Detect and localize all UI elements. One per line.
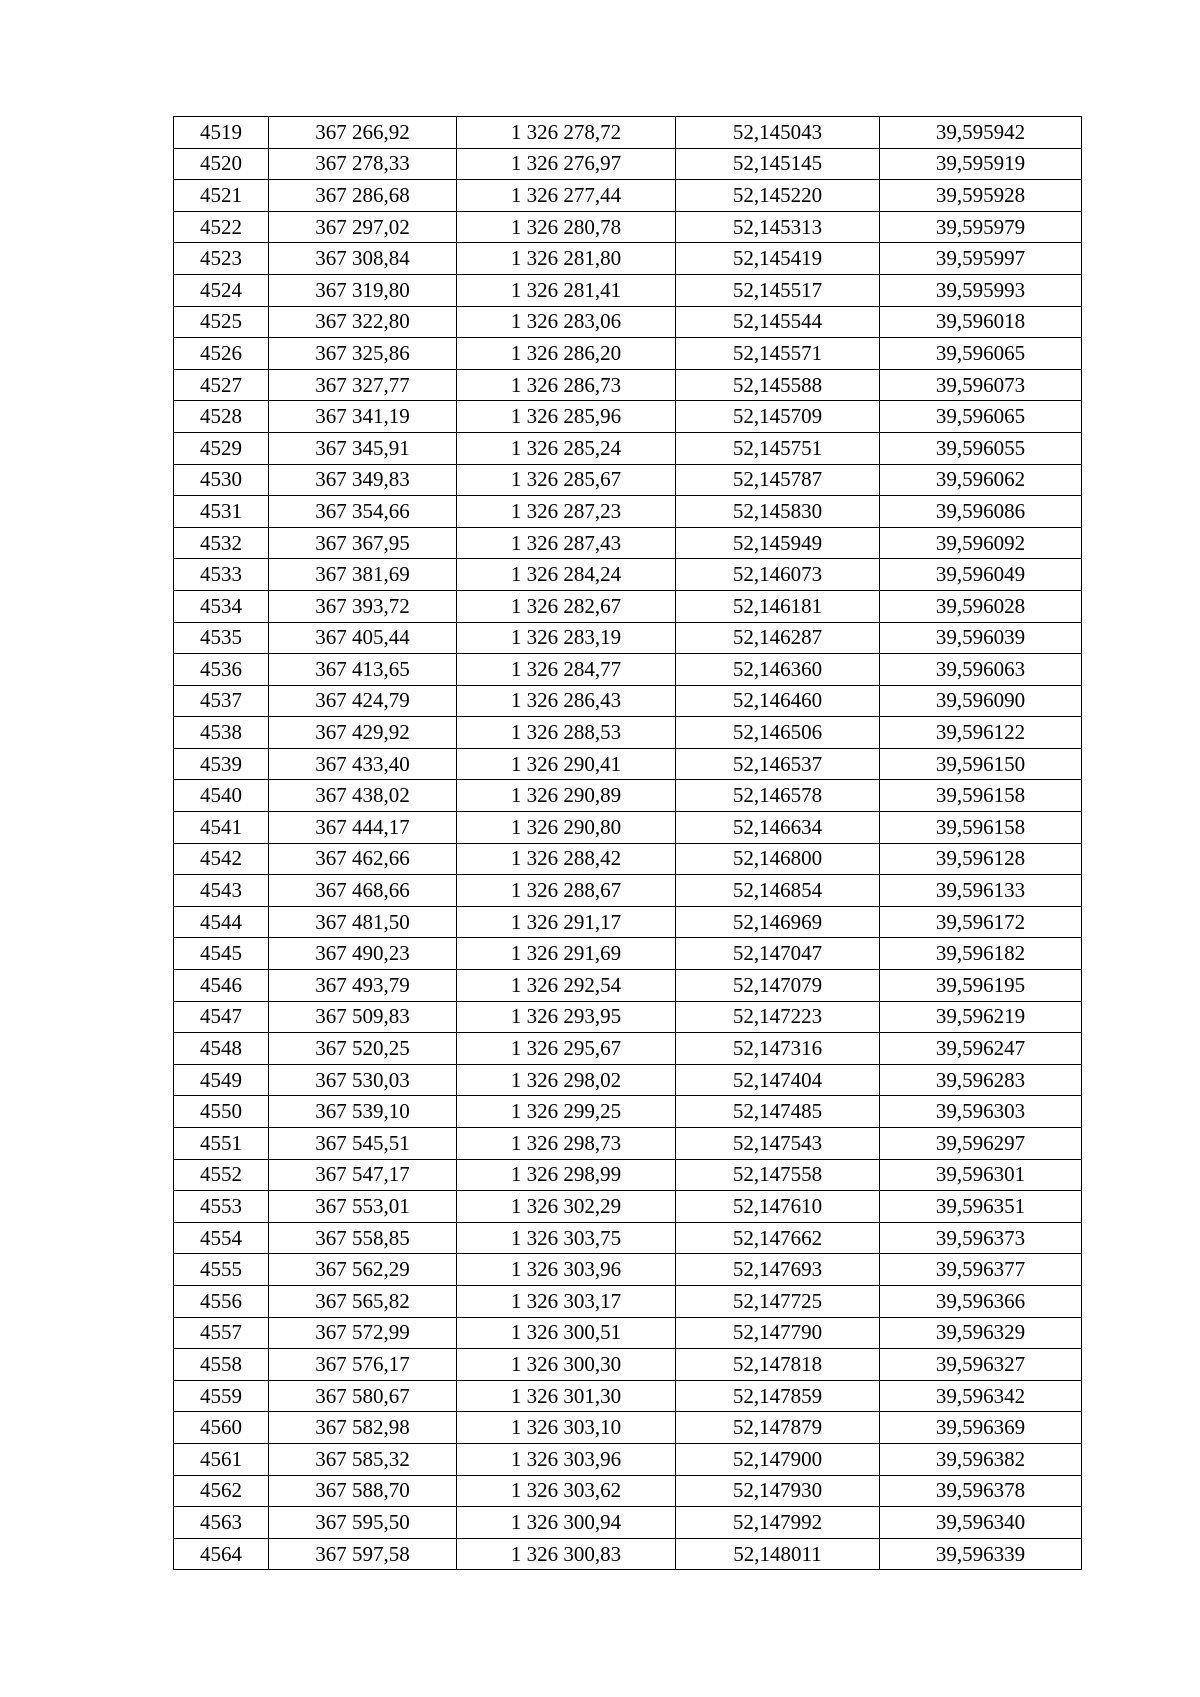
table-row	[174, 1443, 1082, 1475]
point-number-cell: 4541	[174, 812, 269, 844]
latitude-cell: 52,147725	[676, 1285, 880, 1317]
table-row	[174, 1222, 1082, 1254]
x-coordinate-cell: 367 413,65	[269, 654, 457, 686]
x-coordinate-cell: 367 393,72	[269, 590, 457, 622]
table-row	[174, 117, 1082, 149]
point-number-cell: 4526	[174, 338, 269, 370]
y-coordinate-cell: 1 326 303,75	[457, 1222, 676, 1254]
point-number-cell: 4556	[174, 1285, 269, 1317]
point-number-cell: 4559	[174, 1380, 269, 1412]
longitude-cell: 39,596049	[880, 559, 1082, 591]
x-coordinate-cell: 367 553,01	[269, 1191, 457, 1223]
x-coordinate-cell: 367 354,66	[269, 496, 457, 528]
latitude-cell: 52,147879	[676, 1412, 880, 1444]
point-number-cell: 4539	[174, 748, 269, 780]
latitude-cell: 52,146287	[676, 622, 880, 654]
longitude-cell: 39,596301	[880, 1159, 1082, 1191]
table-row	[174, 843, 1082, 875]
y-coordinate-cell: 1 326 300,51	[457, 1317, 676, 1349]
latitude-cell: 52,147316	[676, 1033, 880, 1065]
point-number-cell: 4549	[174, 1064, 269, 1096]
x-coordinate-cell: 367 444,17	[269, 812, 457, 844]
y-coordinate-cell: 1 326 288,53	[457, 717, 676, 749]
table-row	[174, 211, 1082, 243]
point-number-cell: 4557	[174, 1317, 269, 1349]
y-coordinate-cell: 1 326 284,77	[457, 654, 676, 686]
y-coordinate-cell: 1 326 281,80	[457, 243, 676, 275]
y-coordinate-cell: 1 326 303,96	[457, 1254, 676, 1286]
y-coordinate-cell: 1 326 300,83	[457, 1538, 676, 1570]
x-coordinate-cell: 367 433,40	[269, 748, 457, 780]
x-coordinate-cell: 367 325,86	[269, 338, 457, 370]
table-row	[174, 1001, 1082, 1033]
latitude-cell: 52,145751	[676, 432, 880, 464]
x-coordinate-cell: 367 481,50	[269, 906, 457, 938]
x-coordinate-cell: 367 345,91	[269, 432, 457, 464]
table-row	[174, 559, 1082, 591]
x-coordinate-cell: 367 595,50	[269, 1507, 457, 1539]
longitude-cell: 39,595928	[880, 180, 1082, 212]
table-row	[174, 1254, 1082, 1286]
point-number-cell: 4545	[174, 938, 269, 970]
point-number-cell: 4520	[174, 148, 269, 180]
y-coordinate-cell: 1 326 285,67	[457, 464, 676, 496]
table-row	[174, 938, 1082, 970]
y-coordinate-cell: 1 326 288,42	[457, 843, 676, 875]
longitude-cell: 39,596028	[880, 590, 1082, 622]
y-coordinate-cell: 1 326 292,54	[457, 970, 676, 1002]
longitude-cell: 39,596065	[880, 401, 1082, 433]
latitude-cell: 52,145588	[676, 369, 880, 401]
point-number-cell: 4544	[174, 906, 269, 938]
table-row	[174, 1033, 1082, 1065]
x-coordinate-cell: 367 319,80	[269, 274, 457, 306]
x-coordinate-cell: 367 576,17	[269, 1349, 457, 1381]
longitude-cell: 39,595942	[880, 117, 1082, 149]
table-row	[174, 875, 1082, 907]
longitude-cell: 39,596158	[880, 812, 1082, 844]
x-coordinate-cell: 367 349,83	[269, 464, 457, 496]
table-row	[174, 1096, 1082, 1128]
point-number-cell: 4522	[174, 211, 269, 243]
y-coordinate-cell: 1 326 284,24	[457, 559, 676, 591]
y-coordinate-cell: 1 326 295,67	[457, 1033, 676, 1065]
latitude-cell: 52,146073	[676, 559, 880, 591]
latitude-cell: 52,146854	[676, 875, 880, 907]
longitude-cell: 39,596055	[880, 432, 1082, 464]
longitude-cell: 39,596195	[880, 970, 1082, 1002]
latitude-cell: 52,148011	[676, 1538, 880, 1570]
latitude-cell: 52,146969	[676, 906, 880, 938]
table-row	[174, 622, 1082, 654]
latitude-cell: 52,147223	[676, 1001, 880, 1033]
table-row	[174, 654, 1082, 686]
y-coordinate-cell: 1 326 298,99	[457, 1159, 676, 1191]
latitude-cell: 52,147992	[676, 1507, 880, 1539]
point-number-cell: 4543	[174, 875, 269, 907]
y-coordinate-cell: 1 326 303,17	[457, 1285, 676, 1317]
longitude-cell: 39,596366	[880, 1285, 1082, 1317]
table-row	[174, 906, 1082, 938]
y-coordinate-cell: 1 326 281,41	[457, 274, 676, 306]
table-row	[174, 369, 1082, 401]
longitude-cell: 39,596063	[880, 654, 1082, 686]
longitude-cell: 39,596018	[880, 306, 1082, 338]
latitude-cell: 52,147610	[676, 1191, 880, 1223]
table-row	[174, 1285, 1082, 1317]
y-coordinate-cell: 1 326 299,25	[457, 1096, 676, 1128]
latitude-cell: 52,145709	[676, 401, 880, 433]
point-number-cell: 4551	[174, 1128, 269, 1160]
latitude-cell: 52,145571	[676, 338, 880, 370]
table-row	[174, 970, 1082, 1002]
x-coordinate-cell: 367 286,68	[269, 180, 457, 212]
point-number-cell: 4550	[174, 1096, 269, 1128]
point-number-cell: 4553	[174, 1191, 269, 1223]
latitude-cell: 52,147485	[676, 1096, 880, 1128]
point-number-cell: 4529	[174, 432, 269, 464]
y-coordinate-cell: 1 326 290,80	[457, 812, 676, 844]
table-row	[174, 527, 1082, 559]
longitude-cell: 39,596342	[880, 1380, 1082, 1412]
y-coordinate-cell: 1 326 283,06	[457, 306, 676, 338]
point-number-cell: 4519	[174, 117, 269, 149]
x-coordinate-cell: 367 429,92	[269, 717, 457, 749]
table-row	[174, 1159, 1082, 1191]
longitude-cell: 39,596090	[880, 685, 1082, 717]
latitude-cell: 52,145313	[676, 211, 880, 243]
y-coordinate-cell: 1 326 286,20	[457, 338, 676, 370]
table-row	[174, 1507, 1082, 1539]
x-coordinate-cell: 367 462,66	[269, 843, 457, 875]
longitude-cell: 39,596073	[880, 369, 1082, 401]
point-number-cell: 4547	[174, 1001, 269, 1033]
latitude-cell: 52,146800	[676, 843, 880, 875]
table-row	[174, 1412, 1082, 1444]
point-number-cell: 4555	[174, 1254, 269, 1286]
point-number-cell: 4531	[174, 496, 269, 528]
longitude-cell: 39,595993	[880, 274, 1082, 306]
x-coordinate-cell: 367 322,80	[269, 306, 457, 338]
x-coordinate-cell: 367 341,19	[269, 401, 457, 433]
latitude-cell: 52,146634	[676, 812, 880, 844]
point-number-cell: 4554	[174, 1222, 269, 1254]
x-coordinate-cell: 367 297,02	[269, 211, 457, 243]
point-number-cell: 4537	[174, 685, 269, 717]
latitude-cell: 52,147900	[676, 1443, 880, 1475]
latitude-cell: 52,147404	[676, 1064, 880, 1096]
longitude-cell: 39,596133	[880, 875, 1082, 907]
table-row	[174, 243, 1082, 275]
longitude-cell: 39,595979	[880, 211, 1082, 243]
point-number-cell: 4523	[174, 243, 269, 275]
y-coordinate-cell: 1 326 301,30	[457, 1380, 676, 1412]
longitude-cell: 39,596351	[880, 1191, 1082, 1223]
point-number-cell: 4562	[174, 1475, 269, 1507]
y-coordinate-cell: 1 326 285,24	[457, 432, 676, 464]
longitude-cell: 39,596219	[880, 1001, 1082, 1033]
y-coordinate-cell: 1 326 291,69	[457, 938, 676, 970]
table-row	[174, 1349, 1082, 1381]
x-coordinate-cell: 367 545,51	[269, 1128, 457, 1160]
latitude-cell: 52,147930	[676, 1475, 880, 1507]
x-coordinate-cell: 367 558,85	[269, 1222, 457, 1254]
latitude-cell: 52,147790	[676, 1317, 880, 1349]
x-coordinate-cell: 367 582,98	[269, 1412, 457, 1444]
x-coordinate-cell: 367 547,17	[269, 1159, 457, 1191]
x-coordinate-cell: 367 588,70	[269, 1475, 457, 1507]
longitude-cell: 39,596086	[880, 496, 1082, 528]
latitude-cell: 52,147662	[676, 1222, 880, 1254]
point-number-cell: 4558	[174, 1349, 269, 1381]
latitude-cell: 52,147558	[676, 1159, 880, 1191]
x-coordinate-cell: 367 490,23	[269, 938, 457, 970]
point-number-cell: 4564	[174, 1538, 269, 1570]
point-number-cell: 4524	[174, 274, 269, 306]
table-row	[174, 1538, 1082, 1570]
latitude-cell: 52,145043	[676, 117, 880, 149]
x-coordinate-cell: 367 266,92	[269, 117, 457, 149]
point-number-cell: 4548	[174, 1033, 269, 1065]
point-number-cell: 4540	[174, 780, 269, 812]
table-row	[174, 148, 1082, 180]
point-number-cell: 4532	[174, 527, 269, 559]
longitude-cell: 39,596092	[880, 527, 1082, 559]
point-number-cell: 4542	[174, 843, 269, 875]
y-coordinate-cell: 1 326 291,17	[457, 906, 676, 938]
y-coordinate-cell: 1 326 277,44	[457, 180, 676, 212]
point-number-cell: 4552	[174, 1159, 269, 1191]
longitude-cell: 39,595997	[880, 243, 1082, 275]
latitude-cell: 52,147693	[676, 1254, 880, 1286]
point-number-cell: 4528	[174, 401, 269, 433]
y-coordinate-cell: 1 326 293,95	[457, 1001, 676, 1033]
point-number-cell: 4521	[174, 180, 269, 212]
latitude-cell: 52,145544	[676, 306, 880, 338]
table-row	[174, 432, 1082, 464]
point-number-cell: 4525	[174, 306, 269, 338]
table-row	[174, 685, 1082, 717]
longitude-cell: 39,596373	[880, 1222, 1082, 1254]
table-row	[174, 780, 1082, 812]
x-coordinate-cell: 367 468,66	[269, 875, 457, 907]
latitude-cell: 52,146578	[676, 780, 880, 812]
point-number-cell: 4536	[174, 654, 269, 686]
longitude-cell: 39,596062	[880, 464, 1082, 496]
longitude-cell: 39,596172	[880, 906, 1082, 938]
point-number-cell: 4563	[174, 1507, 269, 1539]
table-row	[174, 748, 1082, 780]
y-coordinate-cell: 1 326 286,43	[457, 685, 676, 717]
latitude-cell: 52,145220	[676, 180, 880, 212]
point-number-cell: 4546	[174, 970, 269, 1002]
y-coordinate-cell: 1 326 300,94	[457, 1507, 676, 1539]
latitude-cell: 52,145419	[676, 243, 880, 275]
longitude-cell: 39,596369	[880, 1412, 1082, 1444]
point-number-cell: 4561	[174, 1443, 269, 1475]
y-coordinate-cell: 1 326 276,97	[457, 148, 676, 180]
x-coordinate-cell: 367 597,58	[269, 1538, 457, 1570]
table-row	[174, 1475, 1082, 1507]
longitude-cell: 39,596339	[880, 1538, 1082, 1570]
table-row	[174, 464, 1082, 496]
y-coordinate-cell: 1 326 303,96	[457, 1443, 676, 1475]
x-coordinate-cell: 367 367,95	[269, 527, 457, 559]
latitude-cell: 52,145949	[676, 527, 880, 559]
longitude-cell: 39,596303	[880, 1096, 1082, 1128]
table-row	[174, 1380, 1082, 1412]
table-row	[174, 401, 1082, 433]
x-coordinate-cell: 367 572,99	[269, 1317, 457, 1349]
latitude-cell: 52,146537	[676, 748, 880, 780]
latitude-cell: 52,146506	[676, 717, 880, 749]
x-coordinate-cell: 367 562,29	[269, 1254, 457, 1286]
table-row	[174, 496, 1082, 528]
longitude-cell: 39,596065	[880, 338, 1082, 370]
y-coordinate-cell: 1 326 278,72	[457, 117, 676, 149]
point-number-cell: 4538	[174, 717, 269, 749]
latitude-cell: 52,147818	[676, 1349, 880, 1381]
latitude-cell: 52,147543	[676, 1128, 880, 1160]
latitude-cell: 52,146360	[676, 654, 880, 686]
y-coordinate-cell: 1 326 303,10	[457, 1412, 676, 1444]
coordinates-table	[173, 116, 1082, 1570]
latitude-cell: 52,147047	[676, 938, 880, 970]
y-coordinate-cell: 1 326 303,62	[457, 1475, 676, 1507]
x-coordinate-cell: 367 509,83	[269, 1001, 457, 1033]
table-row	[174, 1317, 1082, 1349]
longitude-cell: 39,596150	[880, 748, 1082, 780]
table-row	[174, 812, 1082, 844]
longitude-cell: 39,596327	[880, 1349, 1082, 1381]
x-coordinate-cell: 367 424,79	[269, 685, 457, 717]
point-number-cell: 4530	[174, 464, 269, 496]
longitude-cell: 39,596377	[880, 1254, 1082, 1286]
y-coordinate-cell: 1 326 282,67	[457, 590, 676, 622]
latitude-cell: 52,145787	[676, 464, 880, 496]
longitude-cell: 39,596182	[880, 938, 1082, 970]
table-row	[174, 1128, 1082, 1160]
longitude-cell: 39,596158	[880, 780, 1082, 812]
x-coordinate-cell: 367 278,33	[269, 148, 457, 180]
y-coordinate-cell: 1 326 283,19	[457, 622, 676, 654]
latitude-cell: 52,145830	[676, 496, 880, 528]
longitude-cell: 39,596039	[880, 622, 1082, 654]
latitude-cell: 52,146460	[676, 685, 880, 717]
y-coordinate-cell: 1 326 298,02	[457, 1064, 676, 1096]
point-number-cell: 4534	[174, 590, 269, 622]
coordinates-table-body	[174, 117, 1082, 1570]
longitude-cell: 39,596378	[880, 1475, 1082, 1507]
point-number-cell: 4533	[174, 559, 269, 591]
y-coordinate-cell: 1 326 290,89	[457, 780, 676, 812]
table-row	[174, 717, 1082, 749]
y-coordinate-cell: 1 326 288,67	[457, 875, 676, 907]
table-row	[174, 306, 1082, 338]
latitude-cell: 52,147859	[676, 1380, 880, 1412]
latitude-cell: 52,145517	[676, 274, 880, 306]
latitude-cell: 52,145145	[676, 148, 880, 180]
table-row	[174, 590, 1082, 622]
y-coordinate-cell: 1 326 286,73	[457, 369, 676, 401]
y-coordinate-cell: 1 326 280,78	[457, 211, 676, 243]
x-coordinate-cell: 367 530,03	[269, 1064, 457, 1096]
latitude-cell: 52,147079	[676, 970, 880, 1002]
longitude-cell: 39,596283	[880, 1064, 1082, 1096]
table-row	[174, 180, 1082, 212]
x-coordinate-cell: 367 539,10	[269, 1096, 457, 1128]
longitude-cell: 39,596128	[880, 843, 1082, 875]
y-coordinate-cell: 1 326 290,41	[457, 748, 676, 780]
latitude-cell: 52,146181	[676, 590, 880, 622]
longitude-cell: 39,596329	[880, 1317, 1082, 1349]
x-coordinate-cell: 367 493,79	[269, 970, 457, 1002]
y-coordinate-cell: 1 326 298,73	[457, 1128, 676, 1160]
y-coordinate-cell: 1 326 302,29	[457, 1191, 676, 1223]
y-coordinate-cell: 1 326 287,23	[457, 496, 676, 528]
x-coordinate-cell: 367 327,77	[269, 369, 457, 401]
longitude-cell: 39,596247	[880, 1033, 1082, 1065]
x-coordinate-cell: 367 438,02	[269, 780, 457, 812]
x-coordinate-cell: 367 585,32	[269, 1443, 457, 1475]
table-row	[174, 338, 1082, 370]
x-coordinate-cell: 367 308,84	[269, 243, 457, 275]
longitude-cell: 39,595919	[880, 148, 1082, 180]
table-row	[174, 1191, 1082, 1223]
y-coordinate-cell: 1 326 285,96	[457, 401, 676, 433]
table-row	[174, 1064, 1082, 1096]
longitude-cell: 39,596382	[880, 1443, 1082, 1475]
x-coordinate-cell: 367 520,25	[269, 1033, 457, 1065]
point-number-cell: 4527	[174, 369, 269, 401]
longitude-cell: 39,596340	[880, 1507, 1082, 1539]
longitude-cell: 39,596122	[880, 717, 1082, 749]
point-number-cell: 4535	[174, 622, 269, 654]
x-coordinate-cell: 367 565,82	[269, 1285, 457, 1317]
x-coordinate-cell: 367 405,44	[269, 622, 457, 654]
x-coordinate-cell: 367 381,69	[269, 559, 457, 591]
x-coordinate-cell: 367 580,67	[269, 1380, 457, 1412]
y-coordinate-cell: 1 326 287,43	[457, 527, 676, 559]
y-coordinate-cell: 1 326 300,30	[457, 1349, 676, 1381]
table-row	[174, 274, 1082, 306]
point-number-cell: 4560	[174, 1412, 269, 1444]
longitude-cell: 39,596297	[880, 1128, 1082, 1160]
